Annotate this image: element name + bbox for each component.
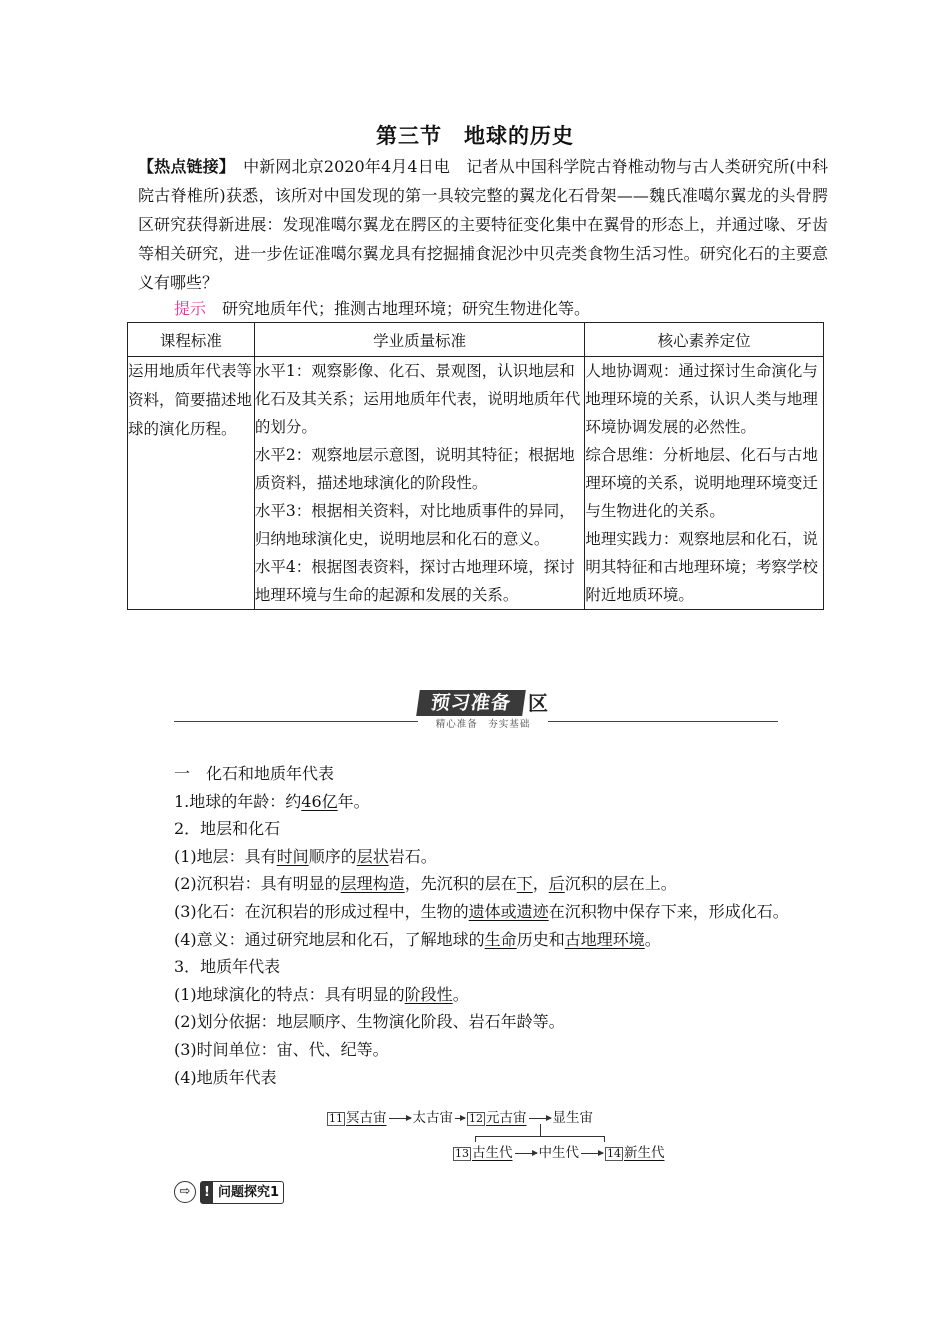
section-body: [174, 760, 854, 1091]
literacy-item-3: 地理实践力：观察地层和化石，说明其特征和古地理环境；考察学校附近地质环境。: [585, 530, 818, 604]
hot-link-paragraph: [138, 152, 828, 297]
hint-label: 提示: [174, 299, 207, 318]
era-mesozoic: 中生代: [538, 1145, 579, 1161]
core-literacy-cell: [585, 357, 824, 610]
quality-level-1: 水平1：观察影像、化石、景观图，认识地层和化石及其关系；运用地质年代表，说明地质年代的划分。: [254, 362, 581, 436]
line-sedimentary: (2)沉积岩：具有明显的层理构造，先沉积的层在下，后沉积的层在上。: [174, 874, 677, 894]
blank-answer: 下: [516, 874, 533, 894]
arrow-circle-icon: ⇨: [174, 1181, 196, 1203]
blank-answer: 生命: [484, 929, 517, 949]
eon-hadean: 冥古宙: [346, 1110, 387, 1126]
eon-row: [327, 1106, 593, 1126]
section-heading: 一 化石和地质年代表: [174, 764, 335, 783]
blank-number: 13: [455, 1147, 469, 1160]
line-timescale-table: (4)地质年代表: [174, 1067, 277, 1087]
arrow-icon: [581, 1153, 603, 1154]
literacy-item-2: 综合思维：分析地层、化石与古地理环境的关系，说明地理环境变迁与生物进化的关系。: [585, 446, 818, 520]
connector-line: [475, 1136, 605, 1137]
quality-level-2: 水平2：观察地层示意图，说明其特征；根据地质资料，描述地球演化的阶段性。: [254, 446, 575, 492]
blank-answer: 层理构造: [340, 874, 405, 894]
literacy-item-1: 人地协调观：通过探讨生命演化与地理环境的关系，认识人类与地理环境协调发展的必然性。: [585, 362, 818, 436]
era-row: [453, 1141, 665, 1161]
arrow-icon: [515, 1153, 537, 1154]
header-course-standard: 课程标准: [128, 323, 255, 357]
blank-answer: 阶段性: [404, 984, 453, 1004]
blank-answer: 时间: [276, 846, 309, 866]
table-row: [128, 357, 824, 610]
line-fossil: (3)化石：在沉积岩的形成过程中，生物的遗体或遗迹在沉积物中保存下来，形成化石。: [174, 901, 789, 921]
exclamation-icon: !: [201, 1182, 213, 1203]
header-quality-standard: 学业质量标准: [254, 323, 585, 357]
line-evolution-feature: (1)地球演化的特点：具有明显的阶段性。: [174, 984, 469, 1004]
hint-line: [174, 296, 590, 319]
blank-number: 11: [329, 1112, 343, 1125]
banner-subtitle: 精心准备 夯实基础: [418, 716, 548, 730]
course-standard-cell: 运用地质年代表等资料，简要描述地球的演化历程。: [128, 357, 255, 610]
line-timescale: 3．地质年代表: [174, 957, 281, 977]
line-strata: (1)地层：具有时间顺序的层状岩石。: [174, 846, 437, 866]
blank-answer: 古地理环境: [564, 929, 645, 949]
banner-suffix: 区: [528, 691, 548, 715]
eon-phanerozoic: 显生宙: [552, 1110, 593, 1126]
line-strata-fossils: 2．地层和化石: [174, 819, 281, 839]
line-significance: (4)意义：通过研究地层和化石，了解地球的生命历史和古地理环境。: [174, 929, 661, 949]
line-earth-age: 1.地球的年龄：约46亿年。: [174, 791, 370, 811]
era-cenozoic: 新生代: [624, 1145, 665, 1161]
connector-line: [540, 1124, 541, 1136]
question-explore-label: ! 问题探究1: [200, 1181, 284, 1204]
blank-number: 12: [469, 1112, 483, 1125]
era-paleozoic: 古生代: [472, 1145, 513, 1161]
table-header-row: [128, 323, 824, 357]
hot-link-tag: 【热点链接】: [138, 157, 227, 176]
eon-proterozoic: 元古宙: [486, 1110, 527, 1126]
arrow-icon: [455, 1118, 465, 1119]
line-division-basis: (2)划分依据：地层顺序、生物演化阶段、岩石年龄等。: [174, 1012, 565, 1032]
blank-answer: 46亿: [301, 791, 338, 811]
page-title: 第三节 地球的历史: [376, 123, 574, 148]
quality-level-4: 水平4：根据图表资料，探讨古地理环境，探讨地理环境与生命的起源和发展的关系。: [254, 558, 575, 604]
quality-level-3: 水平3：根据相关资料，对比地质事件的异同，归纳地球演化史，说明地层和化石的意义。: [254, 502, 575, 548]
blank-answer: 层状: [356, 846, 389, 866]
hint-text: 研究地质年代；推测古地理环境；研究生物进化等。: [222, 299, 591, 318]
banner-rule-right: [548, 721, 778, 722]
eon-archean: 太古宙: [412, 1110, 453, 1126]
blank-answer: 后: [548, 874, 565, 894]
banner-rule-left: [174, 721, 418, 722]
section-banner: [418, 690, 546, 718]
banner-title: 预习准备: [416, 690, 526, 716]
arrow-icon: [389, 1118, 411, 1119]
header-core-literacy: 核心素养定位: [585, 323, 824, 357]
quality-standard-cell: [254, 357, 585, 610]
line-time-units: (3)时间单位：宙、代、纪等。: [174, 1039, 389, 1059]
blank-number: 14: [607, 1147, 621, 1160]
blank-answer: 遗体或遗迹: [468, 901, 549, 921]
hot-link-text: 中新网北京2020年4月4日电 记者从中国科学院古脊椎动物与古人类研究所(中科院古脊椎所)获悉，该所对中国发现的第一具较完整的翼龙化石骨架——魏氏准噶尔翼龙的头骨腭区研究获得新进展：发现准噶尔翼龙在腭区的主要特征变化集中在翼骨的形态上，并通过喙、牙齿等相关研究，进一步佐证准噶尔翼龙具有挖掘捕食泥沙中贝壳类食物生活习性。研究化石的主要意义有哪些？: [138, 157, 828, 292]
standards-table: [127, 322, 824, 610]
arrow-icon: [529, 1118, 551, 1119]
